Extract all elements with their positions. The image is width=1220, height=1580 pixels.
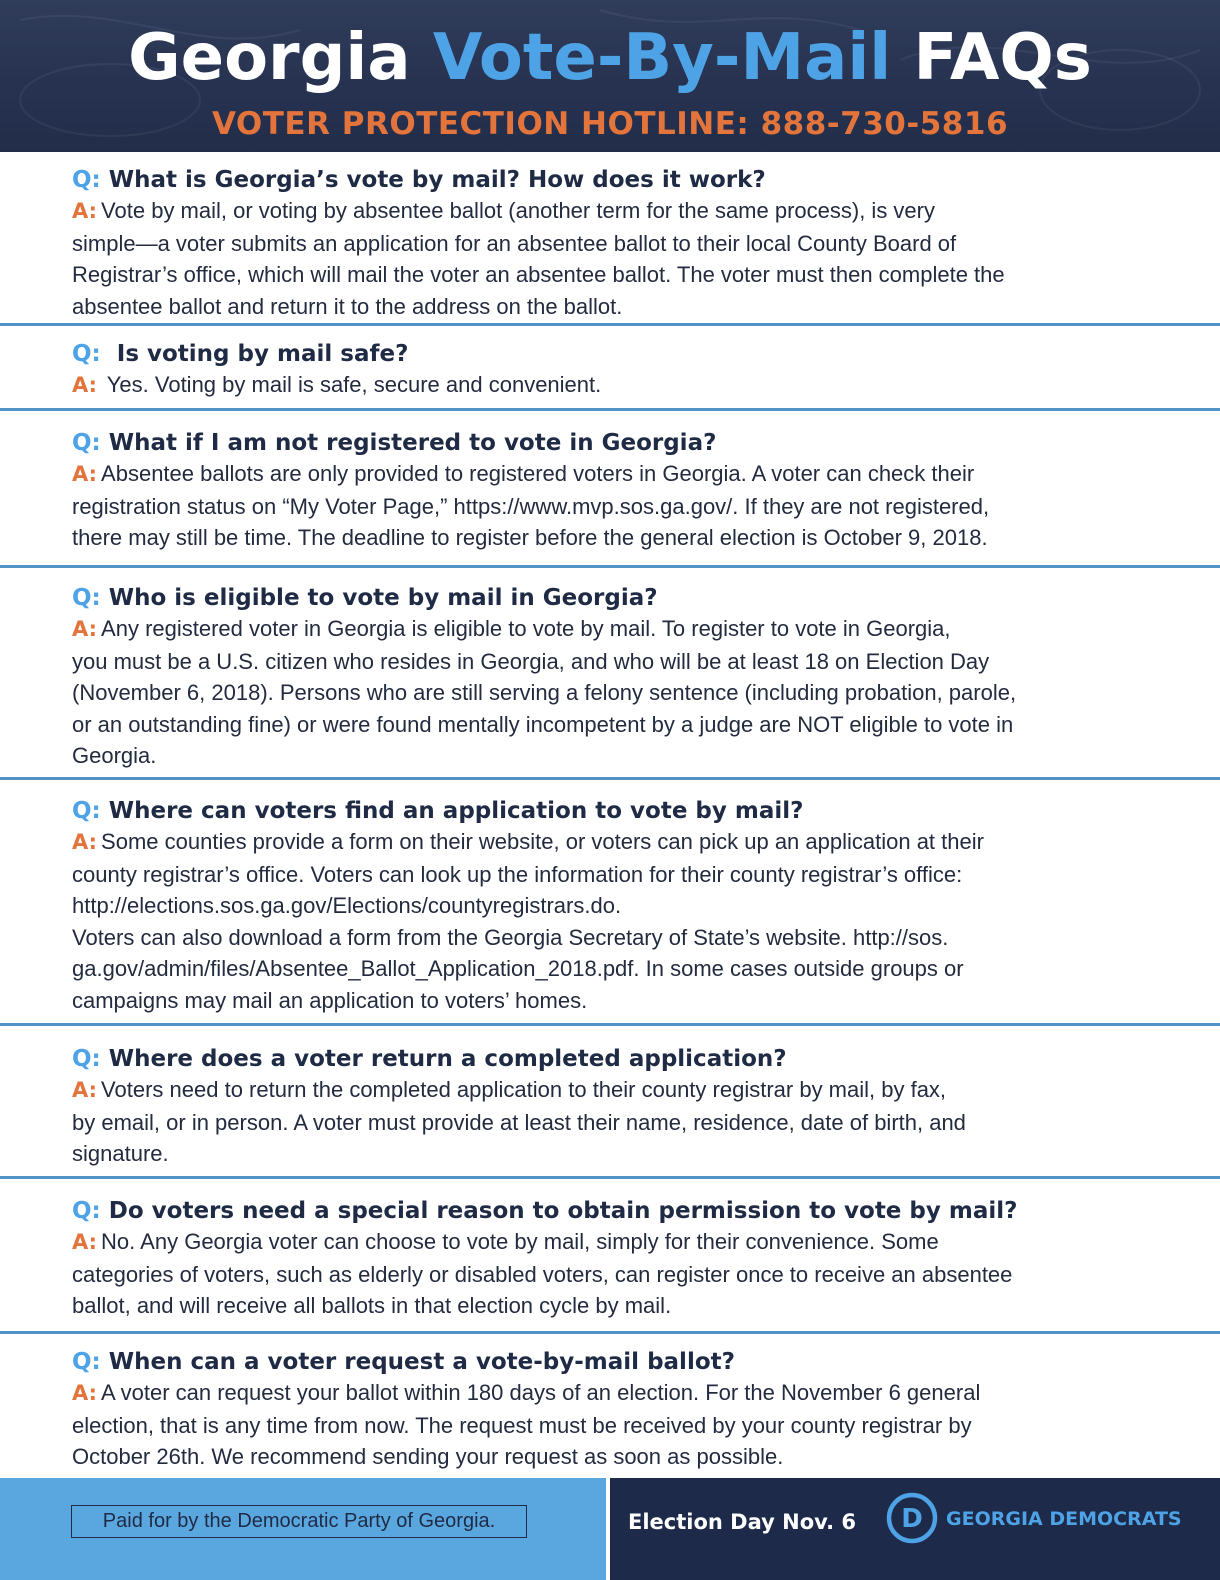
a-label: A: [72, 1230, 98, 1254]
a-label: A: [72, 617, 98, 641]
faq-question: Q: What if I am not registered to vote in Georgia? [72, 430, 717, 456]
answer-line: you must be a U.S. citizen who resides in Georgia, and who will be at least 18 on Election Day [72, 648, 990, 674]
faq-answer [72, 458, 1172, 554]
title-vote-by-mail: Vote-By-Mail [432, 21, 892, 95]
a-label: A: [72, 1078, 98, 1102]
faq-question: Q: Is voting by mail safe? [72, 341, 409, 367]
section-divider [0, 777, 1220, 780]
q-label: Q: [72, 585, 101, 611]
answer-line: Registrar’s office, which will mail the voter an absentee ballot. The voter must then complete the [72, 262, 1005, 287]
faq-answer [72, 1226, 1172, 1322]
answer-line: registration status on “My Voter Page,” https://www.mvp.sos.ga.gov/. If they are not registered, [72, 493, 990, 519]
faq-item-7 [72, 1196, 1172, 1322]
q-label: Q: [72, 798, 101, 824]
page-title [0, 18, 1220, 98]
faq-answer [72, 1074, 1172, 1170]
answer-line: election, that is any time from now. The request must be received by your county registrar by [72, 1412, 972, 1438]
a-label: A: [72, 462, 98, 486]
faq-item-8 [72, 1347, 1172, 1473]
a-label: A: [72, 373, 98, 397]
a-label: A: [72, 1381, 98, 1405]
logo-letter: D [901, 1504, 923, 1534]
answer-line: campaigns may mail an application to voters’ homes. [72, 987, 588, 1013]
answer-line: absentee ballot and return it to the address on the ballot. [72, 293, 623, 319]
q-label: Q: [72, 430, 101, 456]
answer-line: A: Voters need to return the completed application to their county registrar by mail, by fax, [72, 1077, 947, 1102]
answer-line: county registrar’s office. Voters can look up the information for their county registrar’s office: [72, 861, 963, 887]
answer-line: October 26th. We recommend sending your request as soon as possible. [72, 1444, 784, 1469]
voter-protection-hotline: VOTER PROTECTION HOTLINE: 888-730-5816 [211, 106, 1009, 142]
answer-line: ballot, and will receive all ballots in that election cycle by mail. [72, 1293, 672, 1318]
a-label: A: [72, 199, 98, 223]
faq-item-5 [72, 796, 1172, 1016]
faq-answer [72, 613, 1172, 772]
title-georgia: Georgia [128, 21, 411, 95]
title-faqs: FAQs [913, 21, 1092, 95]
q-label: Q: [72, 1349, 101, 1375]
answer-line: A: Some counties provide a form on their website, or voters can pick up an application at their [72, 829, 984, 854]
faq-question: Q: Who is eligible to vote by mail in Georgia? [72, 585, 658, 611]
faq-item-3 [72, 428, 1172, 554]
answer-line: by email, or in person. A voter must provide at least their name, residence, date of birth, and [72, 1109, 966, 1135]
answer-line: there may still be time. The deadline to register before the general election is October 9, 2018. [72, 525, 988, 550]
answer-line: simple—a voter submits an application for an absentee ballot to their local County Board of [72, 230, 957, 256]
faq-item-4 [72, 583, 1172, 772]
q-label: Q: [72, 341, 101, 367]
section-divider [0, 565, 1220, 568]
faq-item-2 [72, 339, 1172, 402]
answer-line: ga.gov/admin/files/Absentee_Ballot_Application_2018.pdf. In some cases outside groups or [72, 956, 964, 981]
header-banner [0, 0, 1220, 152]
a-label: A: [72, 830, 98, 854]
answer-line: or an outstanding fine) or were found mentally incompetent by a judge are NOT eligible to vote in [72, 711, 1014, 737]
democrats-d-logo-icon [886, 1492, 938, 1544]
faq-question: Q: Do voters need a special reason to obtain permission to vote by mail? [72, 1198, 1018, 1224]
answer-line: Georgia. [72, 743, 157, 768]
answer-line: A: Any registered voter in Georgia is eligible to vote by mail. To register to vote in Georgia, [72, 616, 951, 641]
faq-answer [72, 826, 1172, 1016]
faq-question: Q: Where does a voter return a completed application? [72, 1046, 787, 1072]
election-day-label: Election Day Nov. 6 [628, 1510, 856, 1534]
faq-item-6 [72, 1044, 1172, 1170]
paid-for-disclaimer: Paid for by the Democratic Party of Georgia. [71, 1505, 527, 1538]
section-divider [0, 1023, 1220, 1026]
answer-line: A: No. Any Georgia voter can choose to vote by mail, simply for their convenience. Some [72, 1229, 939, 1254]
section-divider [0, 1176, 1220, 1179]
answer-line: signature. [72, 1141, 169, 1166]
section-divider [0, 1331, 1220, 1334]
q-label: Q: [72, 167, 101, 193]
faq-answer [72, 195, 1172, 322]
answer-line: categories of voters, such as elderly or disabled voters, can register once to receive an absentee [72, 1261, 1013, 1287]
faq-item-1 [72, 165, 1172, 322]
faq-question: Q: Where can voters find an application to vote by mail? [72, 798, 804, 824]
answer-line: A: A voter can request your ballot within 180 days of an election. For the November 6 general [72, 1380, 981, 1405]
section-divider [0, 408, 1220, 411]
faq-question: Q: What is Georgia’s vote by mail? How does it work? [72, 167, 766, 193]
answer-line: A: Vote by mail, or voting by absentee ballot (another term for the same process), is very [72, 198, 935, 223]
answer-line: http://elections.sos.ga.gov/Elections/countyregistrars.do. [72, 893, 622, 918]
answer-line: Voters can also download a form from the Georgia Secretary of State’s website. http://sos. [72, 924, 949, 950]
answer-line: A: Yes. Voting by mail is safe, secure and convenient. [72, 372, 602, 397]
answer-line: (November 6, 2018). Persons who are still serving a felony sentence (including probation, parole, [72, 680, 1017, 705]
q-label: Q: [72, 1046, 101, 1072]
q-label: Q: [72, 1198, 101, 1224]
answer-line: A: Absentee ballots are only provided to registered voters in Georgia. A voter can check their [72, 461, 975, 486]
faq-question: Q: When can a voter request a vote-by-mail ballot? [72, 1349, 735, 1375]
faq-answer [72, 1377, 1172, 1473]
section-divider [0, 323, 1220, 326]
georgia-democrats-wordmark: GEORGIA DEMOCRATS [946, 1508, 1182, 1530]
faq-answer [72, 369, 1172, 402]
